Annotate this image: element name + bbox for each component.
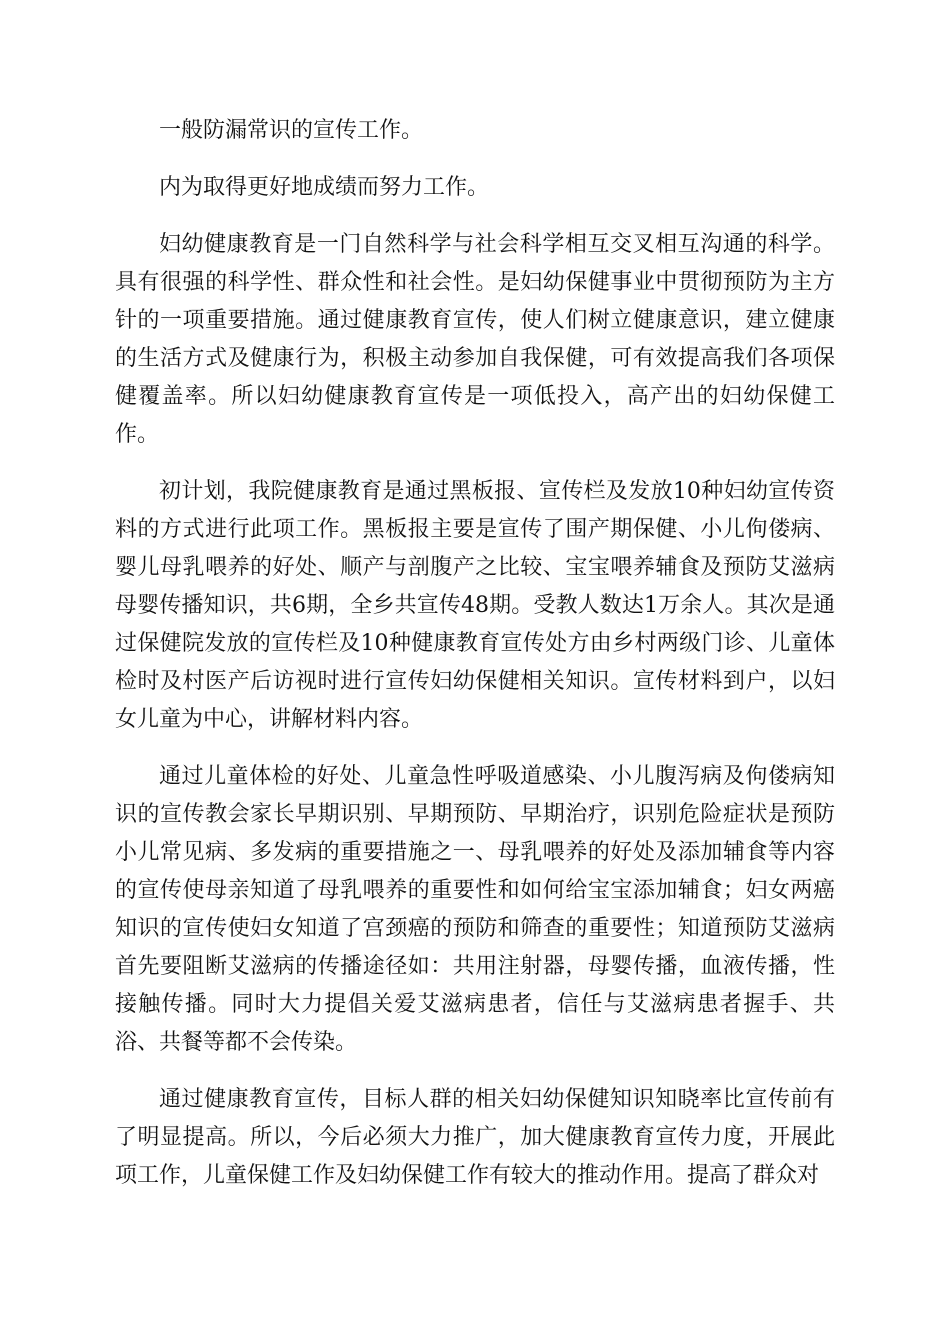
- paragraph-5: 通过儿童体检的好处、儿童急性呼吸道感染、小儿腹泻病及佝偻病知识的宣传教会家长早期识别、早期预防、早期治疗，识别危险症状是预防小儿常见病、多发病的重要措施之一、母乳喂养的好处及添加辅食等内容的宣传使母亲知道了母乳喂养的重要性和如何给宝宝添加辅食；妇女两癌知识的宣传使妇女知道了宫颈癌的预防和筛查的重要性；知道预防艾滋病首先要阻断艾滋病的传播途径如：共用注射器，母婴传播，血液传播，性接触传播。同时大力提倡关爱艾滋病患者，信任与艾滋病患者握手、共浴、共餐等都不会传染。: [115, 764, 835, 1055]
- paragraph-6: 通过健康教育宣传，目标人群的相关妇幼保健知识知晓率比宣传前有了明显提高。所以，今后必须大力推广，加大健康教育宣传力度，开展此项工作，儿童保健工作及妇幼保健工作有较大的推动作用。提高了群众对: [115, 1087, 835, 1188]
- paragraph-4: 初计划，我院健康教育是通过黑板报、宣传栏及发放10种妇幼宣传资料的方式进行此项工作。黑板报主要是宣传了围产期保健、小儿佝偻病、婴儿母乳喂养的好处、顺产与剖腹产之比较、宝宝喂养辅食及预防艾滋病母婴传播知识，共6期，全乡共宣传48期。受教人数达1万余人。其次是通过保健院发放的宣传栏及10种健康教育宣传处方由乡村两级门诊、儿童体检时及村医产后访视时进行宣传妇幼保健相关知识。宣传材料到户，以妇女儿童为中心，讲解材料内容。: [115, 479, 835, 732]
- document-body: [115, 112, 835, 1214]
- paragraph-1: 一般防漏常识的宣传工作。: [159, 118, 424, 143]
- paragraph-2: 内为取得更好地成绩而努力工作。: [159, 175, 490, 200]
- paragraph-3: 妇幼健康教育是一门自然科学与社会科学相互交叉相互沟通的科学。具有很强的科学性、群众性和社会性。是妇幼保健事业中贯彻预防为主方针的一项重要措施。通过健康教育宣传，使人们树立健康意识，建立健康的生活方式及健康行为，积极主动参加自我保健，可有效提高我们各项保健覆盖率。所以妇幼健康教育宣传是一项低投入，高产出的妇幼保健工作。: [115, 232, 835, 447]
